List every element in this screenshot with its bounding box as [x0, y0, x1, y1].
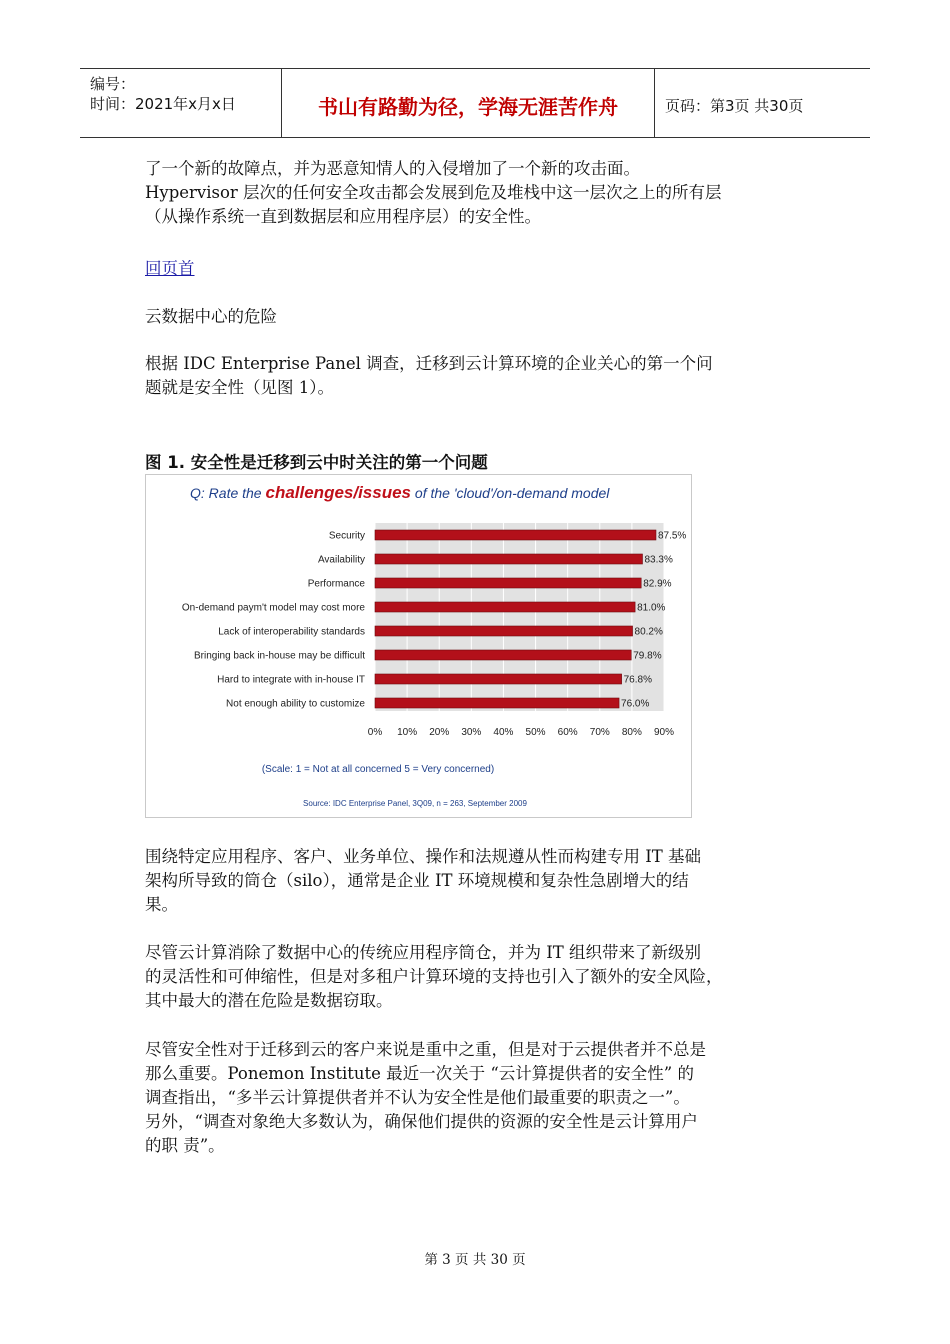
bar	[375, 578, 641, 588]
bar	[375, 650, 631, 660]
category-label: Security	[328, 530, 365, 542]
scale-note: (Scale: 1 = Not at all concerned 5 = Very concerned)	[261, 764, 495, 775]
x-tick-label: 40%	[493, 727, 514, 738]
category-labels	[182, 531, 366, 710]
paragraph-line: 另外，“调查对象绝大多数认为，确保他们提供的资源的安全性是云计算用户	[145, 1112, 698, 1131]
category-label: Bringing back in-house may be difficult	[193, 650, 365, 662]
serial-label: 编号：	[90, 75, 136, 93]
bar	[375, 698, 619, 708]
paragraph-3	[145, 845, 805, 917]
chart-title-suffix: of the 'cloud'/on-demand model	[414, 485, 610, 501]
paragraph-line: 的职 责”。	[145, 1136, 225, 1155]
paragraph-line: 架构所导致的筒仓（silo），通常是企业 IT 环境规模和复杂性急剧增大的结	[145, 871, 689, 890]
page-header	[80, 68, 870, 138]
x-tick-label: 50%	[525, 727, 546, 738]
x-tick-label: 90%	[653, 727, 675, 738]
paragraph-5	[145, 1038, 805, 1158]
header-meta	[80, 69, 282, 137]
paragraph-line: 了一个新的故障点，并为恶意知情人的入侵增加了一个新的攻击面。	[145, 159, 640, 178]
paragraph-4	[145, 941, 805, 1013]
paragraph-line: 尽管云计算消除了数据中心的传统应用程序筒仓，并为 IT 组织带来了新级别	[145, 943, 702, 962]
value-label: 80.2%	[634, 626, 663, 638]
bar	[375, 530, 656, 540]
x-tick-label: 80%	[621, 727, 642, 738]
value-label: 83.3%	[644, 554, 673, 566]
paragraph-line: 尽管安全性对于迁移到云的客户来说是重中之重，但是对于云提供者并不总是	[145, 1040, 706, 1059]
x-tick-label: 20%	[429, 727, 450, 738]
source-note: Source: IDC Enterprise Panel, 3Q09, n = 263, September 2009	[303, 799, 527, 808]
figure-caption: 图 1. 安全性是迁移到云中时关注的第一个问题	[145, 453, 488, 472]
x-tick-label: 60%	[557, 727, 578, 738]
x-tick-label: 0%	[367, 727, 383, 738]
value-label: 87.5%	[657, 530, 687, 542]
value-label: 79.8%	[633, 650, 662, 662]
bar-chart	[146, 475, 691, 817]
back-to-top-link[interactable]: 回页首	[145, 259, 195, 278]
paragraph-line: 果。	[145, 895, 178, 914]
header-motto: 书山有路勤为径，学海无涯苦作舟	[318, 95, 618, 119]
paragraph-line: 其中最大的潜在危险是数据窃取。	[145, 991, 393, 1010]
figure-1-chart	[145, 474, 692, 818]
paragraph-line: 题就是安全性（见图 1）。	[145, 378, 334, 397]
paragraph-2	[145, 352, 805, 400]
paragraph-line: 那么重要。Ponemon Institute 最近一次关于 “云计算提供者的安全性” 的	[145, 1064, 694, 1083]
category-label: Performance	[307, 578, 365, 590]
value-label: 76.0%	[621, 698, 650, 710]
paragraph-line: Hypervisor 层次的任何安全攻击都会发展到危及堆栈中这一层次之上的所有层	[145, 183, 722, 202]
x-tick-label: 30%	[461, 727, 482, 738]
value-label: 82.9%	[643, 578, 672, 590]
paragraph-line: （从操作系统一直到数据层和应用程序层）的安全性。	[145, 207, 541, 226]
paragraph-line: 调查指出，“多半云计算提供者并不认为安全性是他们最重要的职责之一”。	[145, 1088, 690, 1107]
header-page-cell	[655, 69, 870, 137]
category-label: Hard to integrate with in-house IT	[217, 674, 365, 686]
bar	[375, 674, 622, 684]
bar	[375, 626, 633, 636]
value-label: 76.8%	[623, 674, 652, 686]
category-label: Not enough ability to customize	[226, 698, 365, 710]
page-footer: 第 3 页 共 30 页	[424, 1252, 526, 1268]
category-label: Lack of interoperability standards	[218, 626, 365, 638]
paragraph-line: 的灵活性和可伸缩性，但是对多租户计算环境的支持也引入了额外的安全风险，	[145, 967, 723, 986]
header-page-info: 页码：第3页 共30页	[665, 97, 804, 115]
chart-title-prefix: Q: Rate the	[190, 485, 266, 501]
paragraph-1	[145, 157, 805, 229]
paragraph-line: 围绕特定应用程序、客户、业务单位、操作和法规遵从性而构建专用 IT 基础	[145, 847, 702, 866]
category-label: Availability	[317, 554, 365, 566]
x-tick-label: 10%	[397, 727, 418, 738]
category-label: On-demand paym't model may cost more	[181, 602, 365, 614]
paragraph-line: 根据 IDC Enterprise Panel 调查，迁移到云计算环境的企业关心的第一个问	[145, 354, 713, 373]
chart-title-highlight: challenges/issues	[265, 483, 412, 502]
section-title: 云数据中心的危险	[145, 307, 277, 326]
bar	[375, 554, 642, 564]
bar	[375, 602, 635, 612]
date-label: 时间：2021年x月x日	[90, 95, 236, 113]
header-motto-cell	[282, 69, 655, 137]
value-label: 81.0%	[637, 602, 666, 614]
x-tick-label: 70%	[589, 727, 610, 738]
back-to-top	[145, 257, 805, 281]
chart-title	[190, 483, 610, 502]
x-tick-labels	[368, 727, 674, 738]
